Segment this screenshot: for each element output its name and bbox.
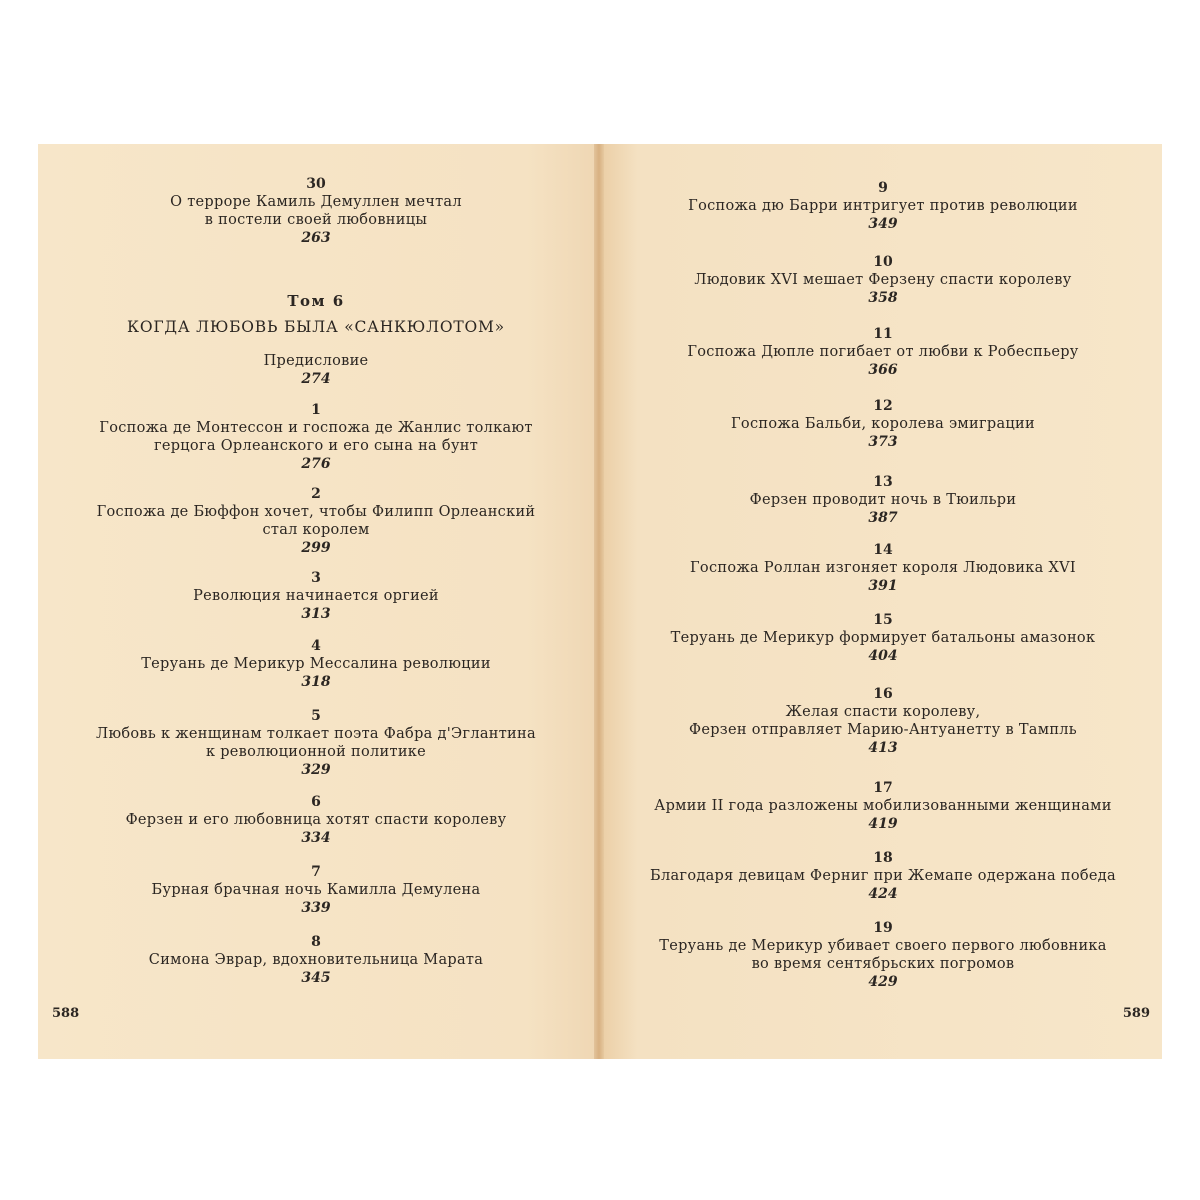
- chapter-number: 17: [873, 780, 893, 796]
- page-number: 419: [868, 816, 898, 832]
- page-number: 404: [868, 648, 898, 664]
- chapter-title-line: Желая спасти королеву,: [785, 704, 981, 720]
- toc-entry: [604, 326, 1162, 380]
- chapter-number: 15: [873, 612, 893, 628]
- toc-entry: [604, 686, 1162, 758]
- page-number: 299: [301, 540, 331, 556]
- page-number: 313: [301, 606, 331, 622]
- chapter-number: 14: [873, 542, 893, 558]
- toc-entry: [38, 864, 594, 918]
- chapter-number: 18: [873, 850, 893, 866]
- toc-entry: [604, 780, 1162, 834]
- page-number: 345: [301, 970, 331, 986]
- book-spread: [38, 144, 1162, 1059]
- chapter-title-line: Симона Эврар, вдохновительница Марата: [148, 952, 484, 968]
- chapter-number: 12: [873, 398, 893, 414]
- chapter-title-line: Ферзен и его любовница хотят спасти королеву: [125, 812, 507, 828]
- page-number: 349: [868, 216, 898, 232]
- chapter-number: 10: [873, 254, 893, 270]
- chapter-title-line: Ферзен проводит ночь в Тюильри: [749, 492, 1017, 508]
- chapter-number: 1: [311, 402, 321, 418]
- chapter-title-line: Госпожа Роллан изгоняет короля Людовика XVI: [690, 560, 1076, 576]
- toc-entry: [38, 794, 594, 848]
- chapter-number: 30: [306, 176, 326, 192]
- toc-entry: [604, 542, 1162, 596]
- chapter-number: 4: [311, 638, 321, 654]
- chapter-number: 11: [873, 326, 893, 342]
- toc-entry: [38, 292, 594, 310]
- toc-entry: [38, 570, 594, 624]
- chapter-number: 8: [311, 934, 321, 950]
- chapter-title-line: Революция начинается оргией: [193, 588, 439, 604]
- toc-entry: [604, 180, 1162, 234]
- chapter-title-line: Теруань де Мерикур Мессалина революции: [141, 656, 491, 672]
- chapter-number: 3: [311, 570, 321, 586]
- left-page: [38, 144, 594, 1059]
- book-gutter: [594, 144, 604, 1059]
- toc-entry: [604, 920, 1162, 992]
- chapter-title-line: Госпожа де Бюффон хочет, чтобы Филипп Орлеанский: [96, 504, 536, 520]
- volume-heading: Том 6: [287, 292, 345, 310]
- chapter-number: 5: [311, 708, 321, 724]
- toc-entry: [38, 318, 594, 336]
- page-number: 358: [868, 290, 898, 306]
- toc-entry: [38, 352, 594, 389]
- page-number: 329: [301, 762, 331, 778]
- toc-entry: [38, 486, 594, 558]
- chapter-title-line: Госпожа де Монтессон и госпожа де Жанлис толкают: [99, 420, 533, 436]
- chapter-title-line: Людовик XVI мешает Ферзену спасти королеву: [694, 272, 1072, 288]
- chapter-number: 6: [311, 794, 321, 810]
- chapter-title-line: Армии II года разложены мобилизованными женщинами: [654, 798, 1112, 814]
- chapter-title-line: во время сентябрьских погромов: [751, 956, 1015, 972]
- toc-entry: [604, 254, 1162, 308]
- toc-entry: [38, 402, 594, 474]
- page-number: 274: [301, 371, 331, 387]
- chapter-title-line: в постели своей любовницы: [204, 212, 428, 228]
- chapter-number: 13: [873, 474, 893, 490]
- toc-entry: [604, 850, 1162, 904]
- page-number: 429: [868, 974, 898, 990]
- chapter-title-line: Предисловие: [263, 353, 369, 369]
- page-number: 413: [868, 740, 898, 756]
- page-number: 334: [301, 830, 331, 846]
- toc-entry: [38, 176, 594, 248]
- toc-entry: [38, 638, 594, 692]
- chapter-title-line: Госпожа Бальби, королева эмиграции: [731, 416, 1035, 432]
- chapter-number: 7: [311, 864, 321, 880]
- chapter-title-line: Госпожа дю Барри интригует против революции: [688, 198, 1078, 214]
- chapter-number: 19: [873, 920, 893, 936]
- chapter-title-line: Бурная брачная ночь Камилла Демулена: [151, 882, 481, 898]
- chapter-title-line: Благодаря девицам Ферниг при Жемапе одержана победа: [650, 868, 1116, 884]
- toc-entry: [604, 612, 1162, 666]
- chapter-title-line: к революционной политике: [205, 744, 427, 760]
- page-number: 424: [868, 886, 898, 902]
- chapter-number: 2: [311, 486, 321, 502]
- chapter-title-line: Госпожа Дюпле погибает от любви к Робеспьеру: [687, 344, 1079, 360]
- chapter-title-line: герцога Орлеанского и его сына на бунт: [153, 438, 479, 454]
- chapter-title-line: Теруань де Мерикур формирует батальоны амазонок: [670, 630, 1096, 646]
- page-number: 391: [868, 578, 898, 594]
- page-number: 339: [301, 900, 331, 916]
- chapter-title-line: О терроре Камиль Демуллен мечтал: [170, 194, 462, 210]
- volume-title: КОГДА ЛЮБОВЬ БЫЛА «САНКЮЛОТОМ»: [127, 318, 505, 336]
- toc-entry: [38, 934, 594, 988]
- right-page: [604, 144, 1162, 1059]
- toc-entry: [604, 398, 1162, 452]
- chapter-title-line: Любовь к женщинам толкает поэта Фабра д'Эглантина: [96, 726, 536, 742]
- chapter-number: 9: [878, 180, 888, 196]
- left-folio: 588: [52, 1006, 80, 1021]
- toc-entry: [604, 474, 1162, 528]
- page-number: 373: [868, 434, 898, 450]
- page-number: 387: [868, 510, 898, 526]
- chapter-number: 16: [873, 686, 893, 702]
- chapter-title-line: стал королем: [262, 522, 370, 538]
- chapter-title-line: Ферзен отправляет Марию-Антуанетту в Тампль: [688, 722, 1077, 738]
- page-number: 318: [301, 674, 331, 690]
- chapter-title-line: Теруань де Мерикур убивает своего первого любовника: [659, 938, 1107, 954]
- page-number: 276: [301, 456, 331, 472]
- page-number: 366: [868, 362, 898, 378]
- right-folio: 589: [1122, 1006, 1150, 1021]
- toc-entry: [38, 708, 594, 780]
- page-number: 263: [301, 230, 331, 246]
